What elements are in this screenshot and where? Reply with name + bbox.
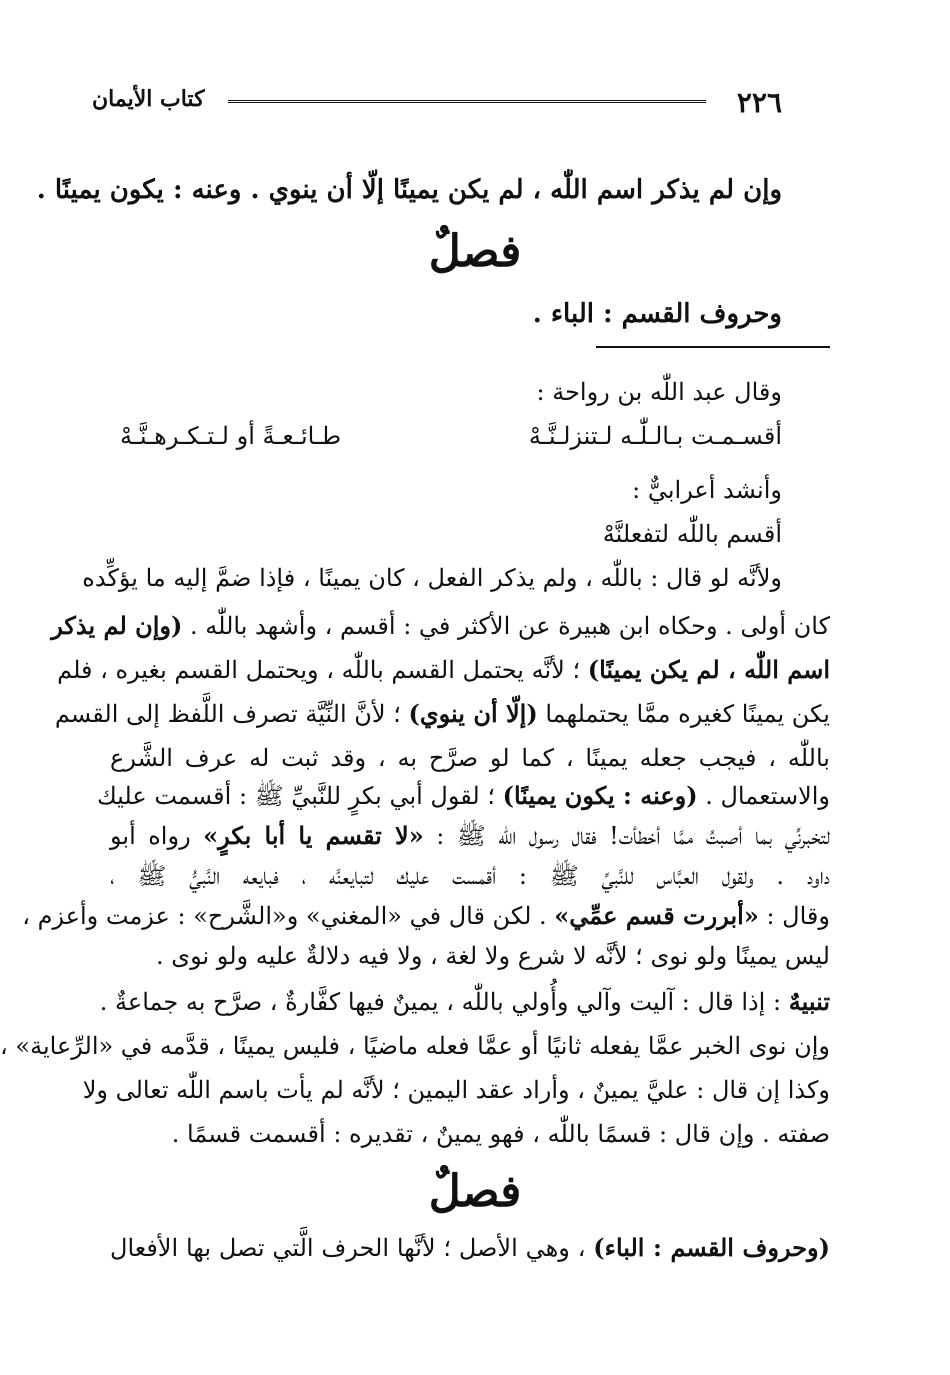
commentary-line: وأنشد أعرابيٌّ : bbox=[632, 476, 782, 504]
commentary-line: داود . ولقول العبَّاس للنَّبيِّ ﷺ : أقمست عليك لتبايعنَّه ، فبايعه النَّبيُّ ﷺ ، bbox=[110, 862, 830, 890]
verse-hemistich-2: طـائـعـةً أو لـتـكـرهـنَّـهْ bbox=[120, 422, 342, 450]
commentary-line: (وحروف القسم : الباء) ، وهي الأصل ؛ لأنَّها الحرف الَّتي تصل بها الأفعال bbox=[110, 1233, 830, 1262]
commentary-line: اسم اللّٰه ، لم يكن يمينًا) ؛ لأنَّه يحتمل القسم باللّٰه ، ويحتمل القسم بغيره ، فلم bbox=[57, 655, 830, 684]
commentary-line: وقال : «أبررت قسم عمِّي» . لكن قال في «المغني» و«الشَّرح» : عزمت وأعزم ، bbox=[22, 901, 830, 930]
commentary-line: يكن يمينًا كغيره ممَّا يحتملهما (إلّا أن ينوي) ؛ لأنَّ النِّيَّة تصرف اللَّفظ إلى القسم bbox=[54, 699, 830, 728]
commentary-line: وكذا إن قال : عليَّ يمينٌ ، وأراد عقد اليمين ؛ لأنَّه لم يأت باسم اللّٰه تعالى ولا bbox=[82, 1076, 830, 1104]
commentary-line: والاستعمال . (وعنه : يكون يمينًا) ؛ لقول أبي بكرٍ للنَّبيِّ ﷺ : أقسمت عليك bbox=[96, 781, 830, 810]
commentary-line: وإن نوى الخبر عمَّا يفعله ثانيًا أو عمَّا فعله ماضيًا ، فليس يمينًا ، قدَّمه في «الرِّعاية» ، bbox=[0, 1032, 830, 1060]
commentary-line: كان أولى . وحكاه ابن هبيرة عن الأكثر في : أقسم ، وأشهد باللّٰه . (وإن لم يذكر bbox=[51, 611, 830, 640]
commentary-line: صفته . وإن قال : قسمًا باللّٰه ، فهو يمينٌ ، تقديره : أقسمت قسمًا . bbox=[171, 1120, 830, 1148]
commentary-line: ولأنَّه لو قال : باللّٰه ، ولم يذكر الفعل ، كان يمينًا ، فإذا ضمَّ إليه ما يؤكِّده bbox=[82, 564, 782, 592]
matn-line-1: وإن لم يذكر اسم اللّٰه ، لم يكن يمينًا إلّا أن ينوي . وعنه : يكون يمينًا . bbox=[36, 175, 782, 205]
commentary-line: وقال عبد اللّٰه بن رواحة : bbox=[536, 378, 782, 406]
section-heading-2: فصلٌ bbox=[428, 1166, 522, 1217]
verse-hemistich-1: أقسـمـت بـالـلّٰـه لـتنزلـنَّـهْ bbox=[528, 422, 782, 450]
commentary-line: ليس يمينًا ولو نوى ؛ لأنَّه لا شرع ولا لغة ، ولا فيه دلالةٌ عليه ولو نوى . bbox=[156, 942, 830, 970]
commentary-line: أقسم باللّٰه لتفعلنَّهْ bbox=[602, 520, 782, 548]
matn-line-2: وحروف القسم : الباء . bbox=[532, 299, 782, 329]
header-rule bbox=[228, 100, 706, 107]
commentary-line: تنبيهٌ : إذا قال : آليت وآلي وأُولي باللّٰه ، يمينٌ فيها كفَّارةٌ ، صرَّح به جماعةٌ . bbox=[99, 987, 830, 1016]
commentary-line: لتخبرنِّي بما أصبتُ ممَّا أخطأت! فقال رسول اللّٰه ﷺ : «لا تقسم يا أبا بكرٍ» رواه أبو bbox=[110, 821, 831, 850]
section-heading-1: فصلٌ bbox=[428, 226, 522, 277]
commentary-line: باللّٰه ، فيجب جعله يمينًا ، كما لو صرَّح به ، وقد ثبت له عرف الشَّرع bbox=[110, 744, 830, 772]
page-number: ٢٢٦ bbox=[736, 86, 782, 119]
running-title: كتاب الأيمان bbox=[92, 86, 205, 112]
matn-separator bbox=[596, 346, 830, 348]
